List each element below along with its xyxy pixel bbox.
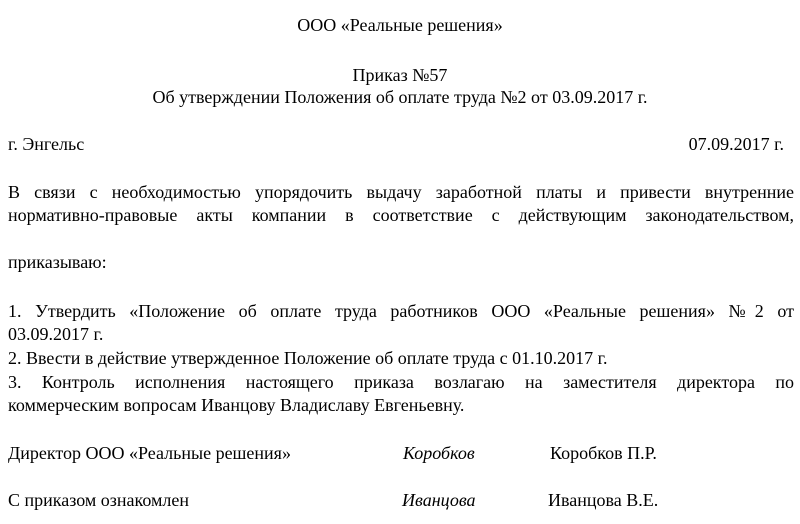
director-name: Коробков П.Р. — [550, 443, 657, 463]
acknowledged-label: С приказом ознакомлен — [8, 490, 190, 510]
director-title: Директор ООО «Реальные решения» — [8, 443, 291, 463]
order-subject: Об утверждении Положения об оплате труда №2 от 03.09.2017 г. — [152, 87, 648, 107]
order-date: 07.09.2017 г. — [688, 134, 784, 154]
preamble-line-2: нормативно-правовые акты компании в соответствие с действующим законодательством, — [8, 205, 794, 225]
city: г. Энгельс — [8, 134, 85, 154]
employee-signature: Иванцова — [402, 490, 476, 510]
item-1-line-1: 1. Утвердить «Положение об оплате труда работников ООО «Реальные решения» №2 от — [8, 301, 794, 321]
order-word: приказываю: — [8, 252, 107, 272]
director-signature: Коробков — [403, 443, 475, 463]
preamble-line-1: В связи с необходимостью упорядочить выдачу заработной платы и привести внутренние — [8, 182, 794, 202]
item-3-line-2: коммерческим вопросам Иванцову Владиславу Евгеньевну. — [8, 395, 465, 415]
item-2: 2. Ввести в действие утвержденное Положение об оплате труда с 01.10.2017 г. — [8, 348, 608, 368]
employee-name: Иванцова В.Е. — [548, 490, 659, 510]
company-name: ООО «Реальные решения» — [297, 15, 503, 35]
item-1-line-2: 03.09.2017 г. — [8, 324, 104, 344]
item-3-line-1: 3. Контроль исполнения настоящего приказа возлагаю на заместителя директора по — [8, 372, 794, 392]
order-number: Приказ №57 — [352, 65, 448, 85]
